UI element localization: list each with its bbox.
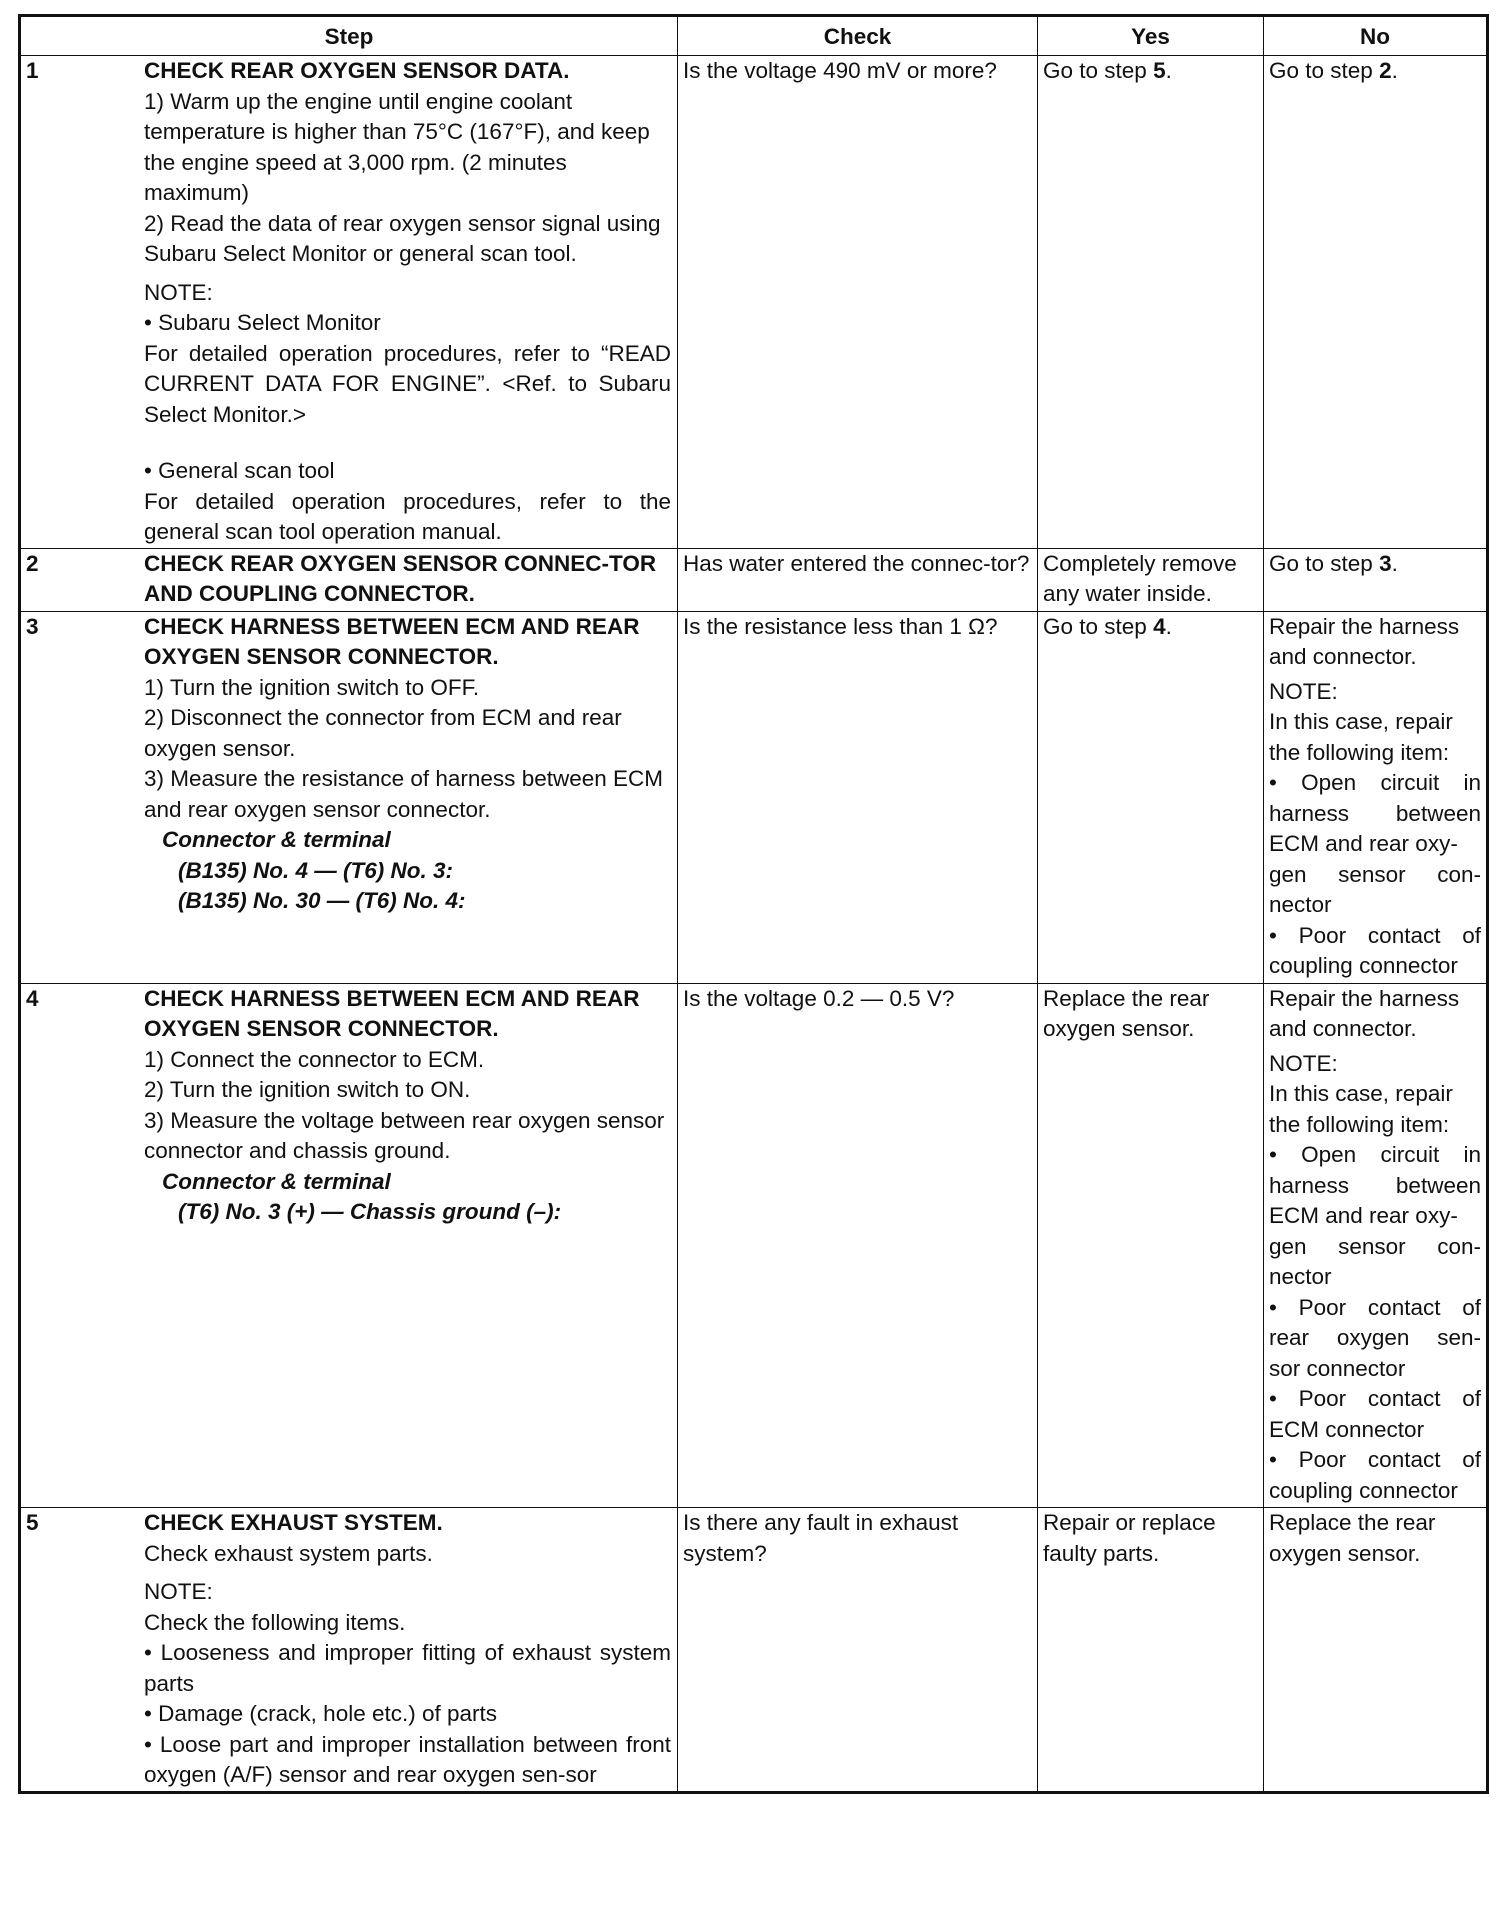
step-number: 1 (26, 58, 39, 83)
table-row (20, 56, 1488, 549)
table-row (20, 611, 1488, 983)
no-cell: Go to step 3. (1264, 548, 1488, 611)
step-instruction: Check exhaust system parts. (144, 1540, 433, 1566)
yes-cell: Repair or replace faulty parts. (1038, 1508, 1264, 1793)
check-cell: Is the voltage 0.2 — 0.5 V? (678, 983, 1038, 1508)
check-cell: Is the resistance less than 1 Ω? (678, 611, 1038, 983)
step-title: CHECK EXHAUST SYSTEM. (144, 1510, 443, 1535)
header-no: No (1264, 16, 1488, 56)
connector-heading: Connector & terminal (162, 827, 391, 852)
connector-terminal: (B135) No. 4 — (T6) No. 3: (178, 857, 454, 883)
table-row (20, 548, 1488, 611)
step-title: CHECK HARNESS BETWEEN ECM AND REAR OXYGEN SENSOR CONNECTOR. (144, 985, 640, 1041)
step-instruction: 1) Turn the ignition switch to OFF. (144, 674, 480, 700)
no-cell: Repair the harness and connector. NOTE: In this case, repair the following item: • Open circuit in harness between ECM and rear oxy- gen sensor con- nector • Poor contact of coupling connector (1264, 611, 1488, 983)
step-title: CHECK REAR OXYGEN SENSOR CONNEC-TOR AND COUPLING CONNECTOR. (144, 550, 657, 606)
step-number: 2 (26, 550, 39, 576)
note-bullet: • General scan tool (144, 458, 335, 483)
note-text: Check the following items. (144, 1609, 406, 1635)
check-cell: Is the voltage 490 mV or more? (678, 56, 1038, 549)
connector-terminal: (B135) No. 30 — (T6) No. 4: (178, 888, 466, 913)
diagnostic-procedure-page (18, 14, 1486, 1794)
step-title: CHECK REAR OXYGEN SENSOR DATA. (144, 58, 570, 83)
step-cell (20, 56, 678, 549)
note-label: NOTE: (144, 1579, 213, 1604)
step-number: 3 (26, 613, 39, 639)
step-instruction: 3) Measure the voltage between rear oxygen sensor connector and chassis ground. (144, 1107, 665, 1163)
note-bullet: • Looseness and improper fitting of exhaust system parts (144, 1640, 671, 1696)
yes-cell: Replace the rear oxygen sensor. (1038, 983, 1264, 1508)
step-instruction: 3) Measure the resistance of harness between ECM and rear oxygen sensor connector. (144, 766, 664, 822)
no-cell: Replace the rear oxygen sensor. (1264, 1508, 1488, 1793)
diagnostic-table (18, 14, 1489, 1794)
table-row (20, 1508, 1488, 1793)
note-label: NOTE: (144, 279, 213, 305)
note-text: For detailed operation procedures, refer to “READ CURRENT DATA FOR ENGINE”. <Ref. to Subaru Select Monitor.> (144, 340, 671, 427)
table-header-row (20, 16, 1488, 56)
yes-cell: Completely remove any water inside. (1038, 548, 1264, 611)
connector-heading: Connector & terminal (162, 1168, 391, 1194)
yes-cell: Go to step 5. (1038, 56, 1264, 549)
table-row (20, 983, 1488, 1508)
step-number: 5 (26, 1510, 39, 1535)
step-number: 4 (26, 985, 39, 1011)
step-instruction: 1) Warm up the engine until engine coolant temperature is higher than 75°C (167°F), and keep the engine speed at 3,000 rpm. (2 minutes maximum) (144, 88, 650, 205)
no-cell: Repair the harness and connector. NOTE: In this case, repair the following item: • Open circuit in harness between ECM and rear oxy- gen sensor con- nector • Poor contact of rear oxygen sen- sor connector • Poor contact of ECM connector • Poor contact of coupling connector (1264, 983, 1488, 1508)
check-cell: Is there any fault in exhaust system? (678, 1508, 1038, 1793)
yes-cell: Go to step 4. (1038, 611, 1264, 983)
step-instruction: 2) Disconnect the connector from ECM and rear oxygen sensor. (144, 705, 622, 761)
step-instruction: 1) Connect the connector to ECM. (144, 1046, 485, 1072)
step-cell (20, 1508, 678, 1793)
step-cell (20, 611, 678, 983)
note-bullet: • Loose part and improper installation between front oxygen (A/F) sensor and rear oxygen sen-sor (144, 1731, 671, 1787)
note-bullet: • Damage (crack, hole etc.) of parts (144, 1701, 498, 1726)
note-bullet: • Subaru Select Monitor (144, 310, 381, 335)
no-cell: Go to step 2. (1264, 56, 1488, 549)
check-cell: Has water entered the connec-tor? (678, 548, 1038, 611)
step-cell (20, 548, 678, 611)
header-check: Check (678, 16, 1038, 56)
step-title: CHECK HARNESS BETWEEN ECM AND REAR OXYGEN SENSOR CONNECTOR. (144, 613, 640, 669)
header-yes: Yes (1038, 16, 1264, 56)
note-text: For detailed operation procedures, refer to the general scan tool operation manual. (144, 488, 671, 544)
step-cell (20, 983, 678, 1508)
step-instruction: 2) Read the data of rear oxygen sensor signal using Subaru Select Monitor or general scan tool. (144, 210, 661, 266)
header-step: Step (20, 16, 678, 56)
connector-terminal: (T6) No. 3 (+) — Chassis ground (–): (178, 1199, 562, 1224)
step-instruction: 2) Turn the ignition switch to ON. (144, 1077, 471, 1102)
